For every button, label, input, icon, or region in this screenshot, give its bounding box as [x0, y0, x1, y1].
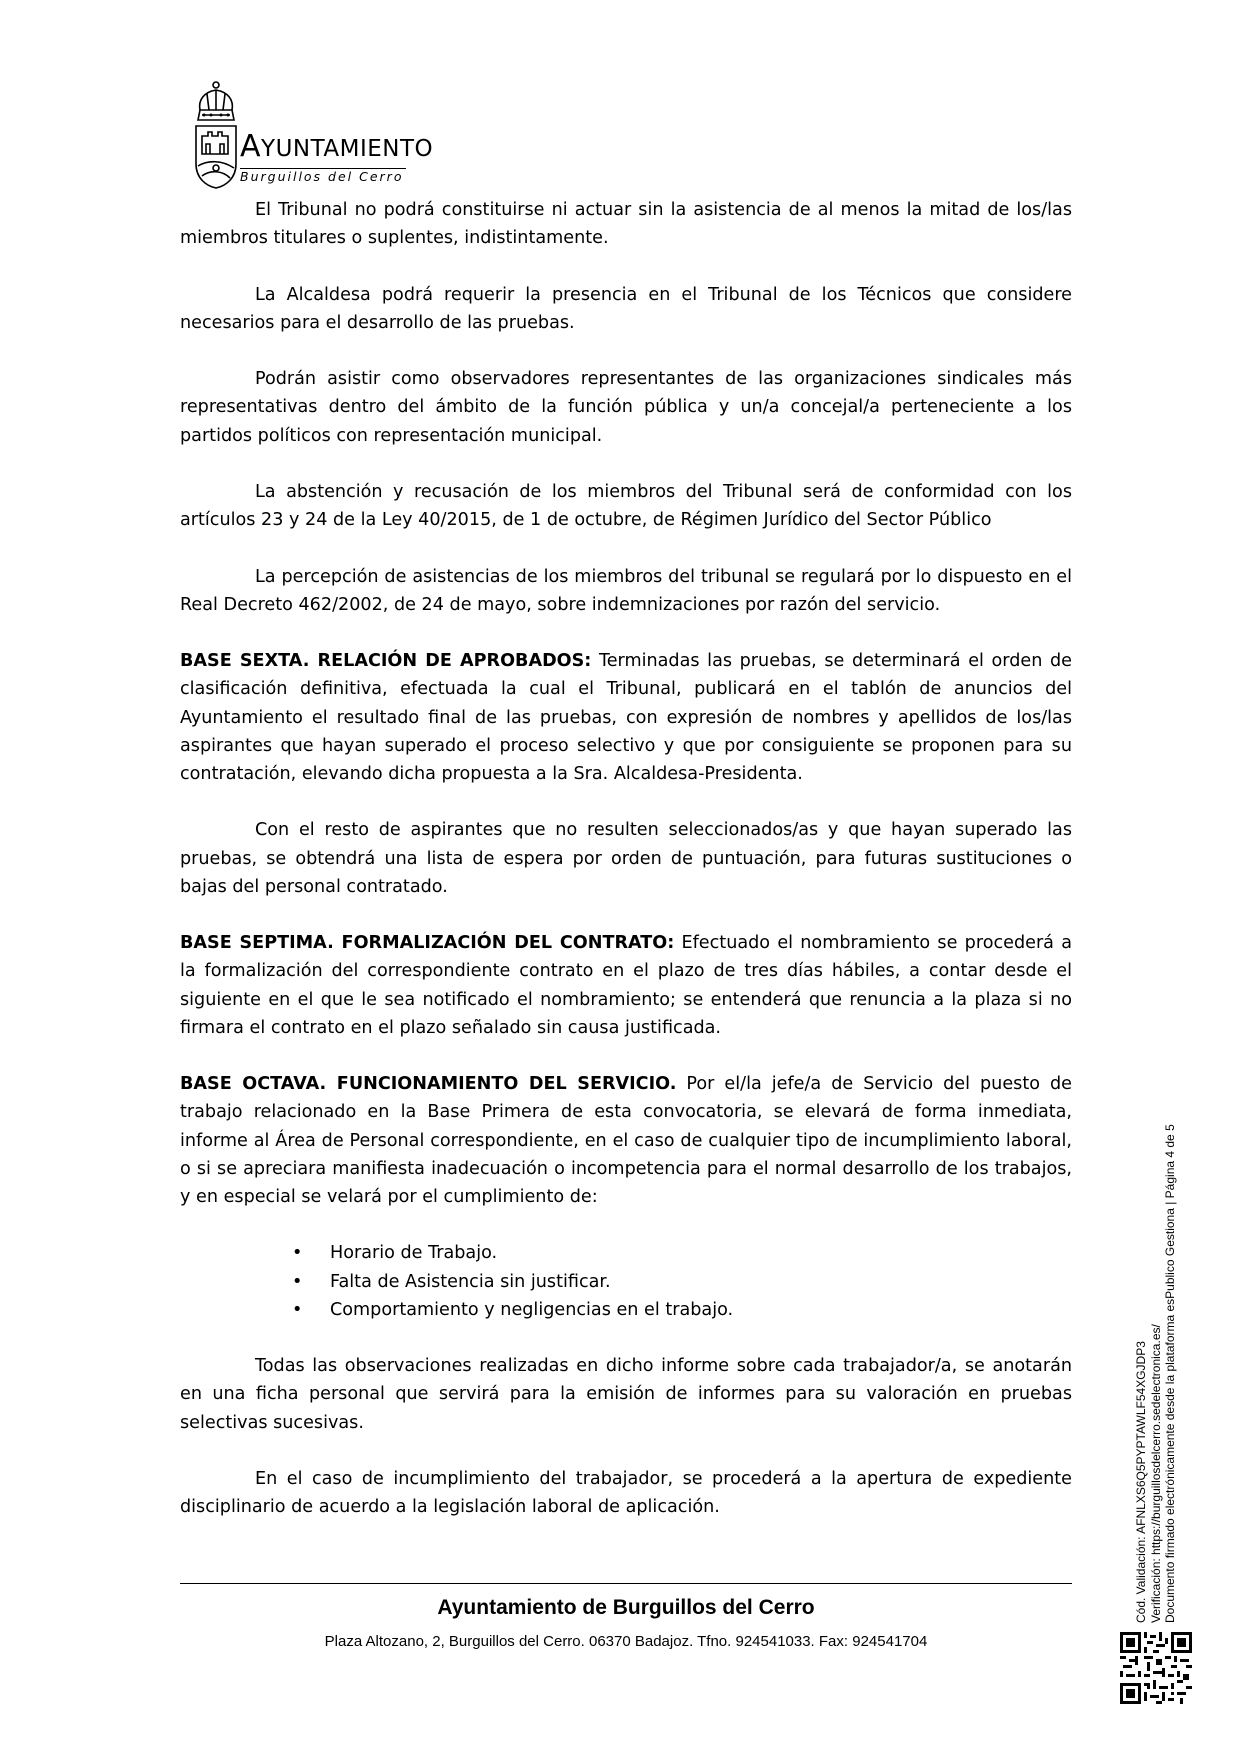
paragraph-observations: Todas las observaciones realizadas en dicho informe sobre cada trabajador/a, se anotarán en una ficha personal que servirá para la emisión de informes para su valoración en pruebas selectivas sucesivas.: [180, 1356, 1072, 1433]
paragraph-base-octava: [180, 1070, 1072, 1211]
footer-title: Ayuntamiento de Burguillos del Cerro: [437, 1596, 815, 1619]
list-item: • Horario de Trabajo.: [330, 1239, 1072, 1267]
logo-title: AYUNTAMIENTO: [240, 129, 434, 164]
crown-icon: [194, 80, 238, 126]
bullet-icon: •: [292, 1299, 303, 1320]
list-item: • Falta de Asistencia sin justificar.: [330, 1268, 1072, 1296]
validation-strip: [1134, 1093, 1192, 1623]
shield-icon: [194, 124, 238, 190]
validation-code: Cód. Validación: AFNLXS6Q5PYPTAWLF54XGJDP3: [1134, 1341, 1148, 1623]
paragraph-base-sexta: [180, 647, 1072, 788]
footer-address: Plaza Altozano, 2, Burguillos del Cerro. 06370 Badajoz. Tfno. 924541033. Fax: 924541704: [324, 1633, 928, 1650]
base-septima-heading: BASE SEPTIMA. FORMALIZACIÓN DEL CONTRATO:: [180, 933, 675, 954]
bullet-icon: •: [292, 1271, 303, 1292]
list-item: • Comportamiento y negligencias en el trabajo.: [330, 1296, 1072, 1324]
base-octava-text: Por el/la jefe/a de Servicio del puesto de trabajo relacionado en la Base Primera de esta convocatoria, se elevará de forma inmediata, informe al Área de Personal correspondiente, en el caso de cualquier tipo de incumplimiento laboral, o si se apreciara manifiesta inadecuación o incompetencia para el normal desarrollo de los trabajos, y en especial se velará por el cumplimiento de:: [180, 1074, 1072, 1207]
paragraph-abstention: La abstención y recusación de los miembros del Tribunal será de conformidad con los artículos 23 y 24 de la Ley 40/2015, de 1 de octubre, de Régimen Jurídico del Sector Público: [180, 481, 1072, 531]
compliance-list: [180, 1239, 1072, 1324]
paragraph-observers: Podrán asistir como observadores representantes de las organizaciones sindicales más representativas dentro del ámbito de la función pública y un/a concejal/a perteneciente a los partidos políticos con representación municipal.: [180, 369, 1072, 446]
base-sexta-heading: BASE SEXTA. RELACIÓN DE APROBADOS:: [180, 651, 592, 672]
base-octava-heading: BASE OCTAVA. FUNCIONAMIENTO DEL SERVICIO.: [180, 1074, 677, 1095]
paragraph-attendance-fees: La percepción de asistencias de los miembros del tribunal se regulará por lo dispuesto en el Real Decreto 462/2002, de 24 de mayo, sobre indemnizaciones por razón del servicio.: [180, 566, 1072, 615]
paragraph-waiting-list: Con el resto de aspirantes que no resulten seleccionados/as y que hayan superado las pruebas, se obtendrá una lista de espera por orden de puntuación, para futuras sustituciones o bajas del personal contratado.: [180, 820, 1072, 897]
logo-subtitle: Burguillos del Cerro: [240, 168, 406, 184]
base-septima-text: Efectuado el nombramiento se procederá a la formalización del correspondiente contrato en el plazo de tres días hábiles, a contar desde el siguiente en el que le sea notificado el nombramiento; se entenderá que renuncia a la plaza si no firmara el contrato en el plazo señalado sin causa justificada.: [180, 933, 1072, 1038]
signature-note: Documento firmado electrónicamente desde la plataforma esPublico Gestiona | Página 4 de 5: [1163, 1124, 1177, 1623]
verification-url: Verificación: https://burguillosdelcerro.sedelectronica.es/: [1148, 1324, 1163, 1623]
base-sexta-text: Terminadas las pruebas, se determinará el orden de clasificación definitiva, efectuada la cual el Tribunal, publicará en el tablón de anuncios del Ayuntamiento el resultado final de las pruebas, con expresión de nombres y apellidos de los/las aspirantes que hayan superado el proceso selectivo y que por consiguiente se proponen para su contratación, elevando dicha propuesta a la Sra. Alcaldesa-Presidenta.: [180, 651, 1072, 784]
municipal-logo: [194, 80, 434, 192]
paragraph-tribunal-quorum: El Tribunal no podrá constituirse ni actuar sin la asistencia de al menos la mitad de los/las miembros titulares o suplentes, indistintamente.: [180, 200, 1072, 249]
qr-code-icon: [1120, 1632, 1192, 1704]
document-body: [180, 196, 1072, 1550]
paragraph-technicians: La Alcaldesa podrá requerir la presencia en el Tribunal de los Técnicos que considere necesarios para el desarrollo de las pruebas.: [180, 284, 1072, 333]
footer-divider: [180, 1583, 1072, 1584]
bullet-icon: •: [292, 1243, 303, 1264]
paragraph-disciplinary: En el caso de incumplimiento del trabajador, se procederá a la apertura de expediente disciplinario de acuerdo a la legislación laboral de aplicación.: [180, 1468, 1072, 1518]
paragraph-base-septima: [180, 929, 1072, 1042]
